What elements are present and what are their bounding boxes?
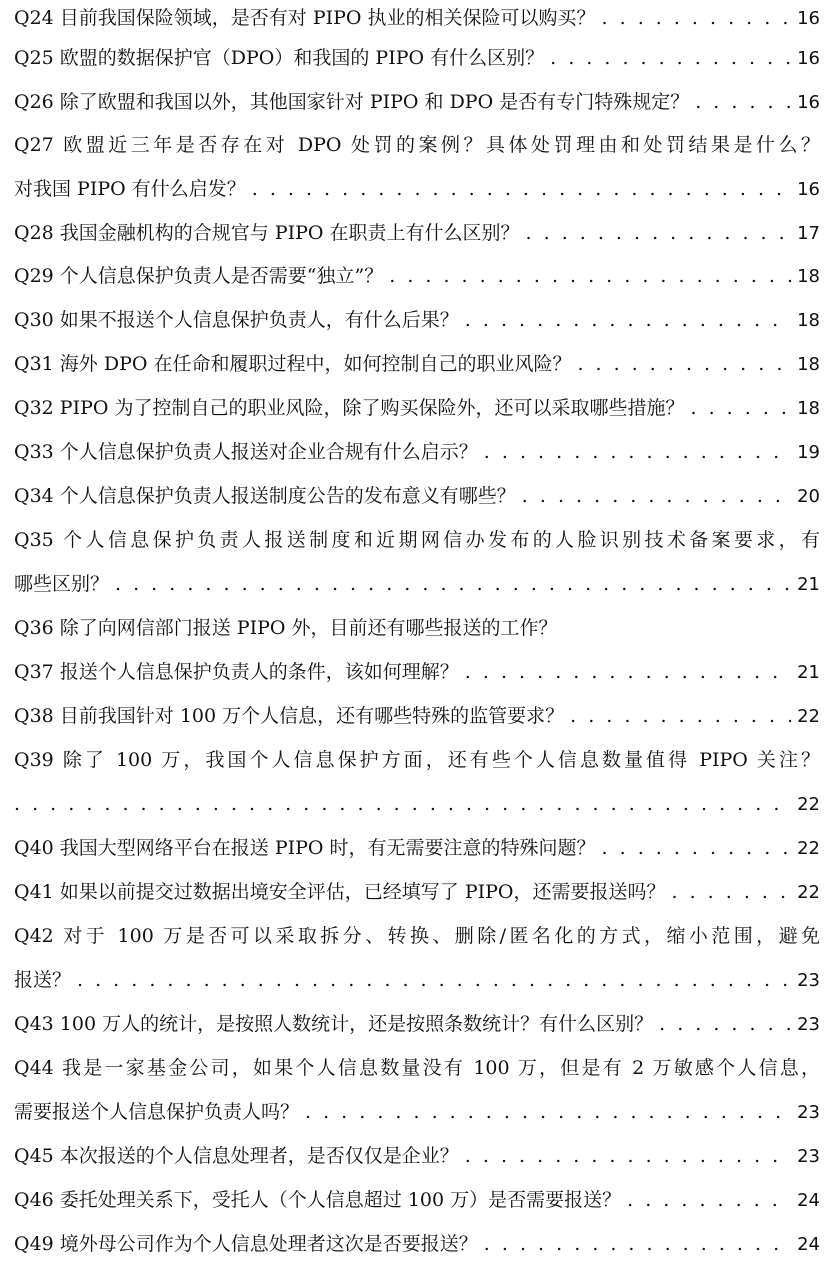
toc-entry-title: Q30 如果不报送个人信息保护负责人，有什么后果？ <box>14 309 459 331</box>
toc-entry-title: Q37 报送个人信息保护负责人的条件，该如何理解？ <box>14 661 459 683</box>
toc-entry-q35[interactable] <box>14 522 820 558</box>
toc-entry-q44-continued[interactable] <box>14 1094 820 1130</box>
toc-entry-title: Q42 对于 100 万是否可以采取拆分、转换、删除/匿名化的方式，缩小范围，避免 <box>14 925 820 947</box>
toc-entry-q26[interactable] <box>14 84 820 120</box>
dot-leader <box>465 654 791 690</box>
toc-entry-title: Q41 如果以前提交过数据出境安全评估，已经填写了 PIPO，还需要报送吗？ <box>14 881 666 903</box>
toc-entry-q33[interactable] <box>14 434 820 470</box>
toc-entry-q31[interactable] <box>14 346 820 382</box>
toc-entry-title: Q26 除了欧盟和我国以外，其他国家针对 PIPO 和 DPO 是否有专门特殊规定？ <box>14 91 690 113</box>
toc-entry-title: Q49 境外母公司作为个人信息处理者这次是否要报送？ <box>14 1233 478 1255</box>
toc-entry-q29[interactable] <box>14 258 820 294</box>
toc-page-number: 23 <box>797 1146 820 1167</box>
dot-leader <box>484 434 791 470</box>
dot-leader <box>672 874 792 910</box>
toc-entry-q46[interactable] <box>14 1182 820 1218</box>
toc-entry-q35-continued[interactable] <box>14 566 820 602</box>
toc-page-number: 22 <box>797 794 820 815</box>
toc-page-number: 21 <box>797 574 820 595</box>
toc-page-number: 18 <box>797 398 820 419</box>
toc-page-number: 20 <box>797 486 820 507</box>
toc-entry-title: Q28 我国金融机构的合规官与 PIPO 在职责上有什么区别？ <box>14 222 520 244</box>
dot-leader <box>522 478 791 514</box>
dot-leader <box>465 1138 791 1174</box>
toc-entry-title: Q35 个人信息保护负责人报送制度和近期网信办发布的人脸识别技术备案要求，有 <box>14 529 820 551</box>
toc-entry-q34[interactable] <box>14 478 820 514</box>
toc-entry-q25[interactable] <box>14 40 820 76</box>
toc-entry-title: Q29 个人信息保护负责人是否需要“独立”？ <box>14 265 384 287</box>
toc-page-number: 24 <box>797 1234 820 1255</box>
toc-page-number: 18 <box>797 310 820 331</box>
toc-entry-title: Q46 委托处理关系下，受托人（个人信息超过 100 万）是否需要报送？ <box>14 1189 622 1211</box>
dot-leader <box>627 1182 791 1218</box>
toc-entry-q39[interactable] <box>14 742 820 778</box>
dot-leader <box>526 215 792 251</box>
dot-leader <box>252 171 791 207</box>
toc-entry-q24[interactable] <box>14 0 820 36</box>
toc-entry-q27-continued[interactable] <box>14 171 820 207</box>
toc-page-number: 23 <box>797 1102 820 1123</box>
toc-page-number: 16 <box>797 8 820 29</box>
dot-leader <box>77 962 791 998</box>
toc-entry-title: Q33 个人信息保护负责人报送对企业合规有什么启示？ <box>14 441 478 463</box>
toc-entry-title: Q24 目前我国保险领域，是否有对 PIPO 执业的相关保险可以购买？ <box>14 7 596 29</box>
dot-leader <box>695 84 791 120</box>
toc-entry-q37[interactable] <box>14 654 820 690</box>
toc-entry-q42-continued[interactable] <box>14 962 820 998</box>
dot-leader <box>691 390 792 426</box>
toc-page-number: 24 <box>797 1190 820 1211</box>
toc-entry-q49[interactable] <box>14 1226 820 1262</box>
dot-leader <box>484 1226 791 1262</box>
toc-entry-q41[interactable] <box>14 874 820 910</box>
toc-entry-title: Q39 除了 100 万，我国个人信息保护方面，还有些个人信息数量值得 PIPO 关注？ <box>14 749 820 771</box>
toc-entry-title: Q32 PIPO 为了控制自己的职业风险，除了购买保险外，还可以采取哪些措施？ <box>14 397 685 419</box>
dot-leader <box>305 1094 791 1130</box>
toc-entry-title: Q40 我国大型网络平台在报送 PIPO 时，有无需要注意的特殊问题？ <box>14 837 596 859</box>
toc-page-number: 18 <box>797 354 820 375</box>
toc-entry-title: Q43 100 万人的统计，是按照人数统计，还是按照条数统计？有什么区别？ <box>14 1013 654 1035</box>
toc-entry-q36[interactable] <box>14 610 820 646</box>
toc-entry-title: 哪些区别？ <box>14 573 110 595</box>
toc-entry-title: 需要报送个人信息保护负责人吗？ <box>14 1101 300 1123</box>
toc-page-number: 16 <box>797 179 820 200</box>
dot-leader <box>602 830 792 866</box>
toc-page-number: 18 <box>797 266 820 287</box>
toc-page-number: 22 <box>797 706 820 727</box>
toc-entry-q45[interactable] <box>14 1138 820 1174</box>
toc-page-number: 19 <box>797 442 820 463</box>
toc-page-number: 17 <box>797 223 820 244</box>
dot-leader <box>602 0 792 36</box>
toc-entry-q38[interactable] <box>14 698 820 734</box>
toc-entry-title: 报送？ <box>14 969 72 991</box>
toc-entry-title: Q25 欧盟的数据保护官（DPO）和我国的 PIPO 有什么区别？ <box>14 47 545 69</box>
toc-entry-title: Q34 个人信息保护负责人报送制度公告的发布意义有哪些？ <box>14 485 516 507</box>
toc-entry-title: Q31 海外 DPO 在任命和履职过程中，如何控制自己的职业风险？ <box>14 353 572 375</box>
dot-leader <box>570 698 791 734</box>
toc-entry-q42[interactable] <box>14 918 820 954</box>
dot-leader <box>550 40 791 76</box>
toc-entry-q44[interactable] <box>14 1050 820 1086</box>
toc-page-number: 16 <box>797 48 820 69</box>
dot-leader <box>389 258 791 294</box>
toc-entry-title: Q27 欧盟近三年是否存在对 DPO 处罚的案例？具体处罚理由和处罚结果是什么？ <box>14 134 820 156</box>
toc-entry-q43[interactable] <box>14 1006 820 1042</box>
toc-page-number: 16 <box>797 92 820 113</box>
toc-page-number: 22 <box>797 882 820 903</box>
dot-leader <box>577 346 791 382</box>
toc-page-number: 23 <box>797 970 820 991</box>
toc-entry-title: Q45 本次报送的个人信息处理者，是否仅仅是企业？ <box>14 1145 459 1167</box>
toc-page-number: 21 <box>797 662 820 683</box>
toc-entry-title: 对我国 PIPO 有什么启发？ <box>14 178 246 200</box>
dot-leader <box>14 786 791 822</box>
toc-entry-q40[interactable] <box>14 830 820 866</box>
toc-entry-q30[interactable] <box>14 302 820 338</box>
dot-leader <box>465 302 791 338</box>
toc-entry-q32[interactable] <box>14 390 820 426</box>
toc-entry-q39-continued[interactable] <box>14 786 820 822</box>
toc-entry-title: Q44 我是一家基金公司，如果个人信息数量没有 100 万，但是有 2 万敏感个人信息， <box>14 1057 820 1079</box>
dot-leader <box>659 1006 791 1042</box>
toc-entry-title: Q36 除了向网信部门报送 PIPO 外，目前还有哪些报送的工作？ <box>14 617 558 639</box>
toc-entry-q27[interactable] <box>14 127 820 163</box>
toc-entry-q28[interactable] <box>14 215 820 251</box>
toc-entry-title: Q38 目前我国针对 100 万个人信息，还有哪些特殊的监管要求？ <box>14 705 565 727</box>
dot-leader <box>115 566 791 602</box>
toc-page-number: 23 <box>797 1014 820 1035</box>
toc-page-number: 22 <box>797 838 820 859</box>
